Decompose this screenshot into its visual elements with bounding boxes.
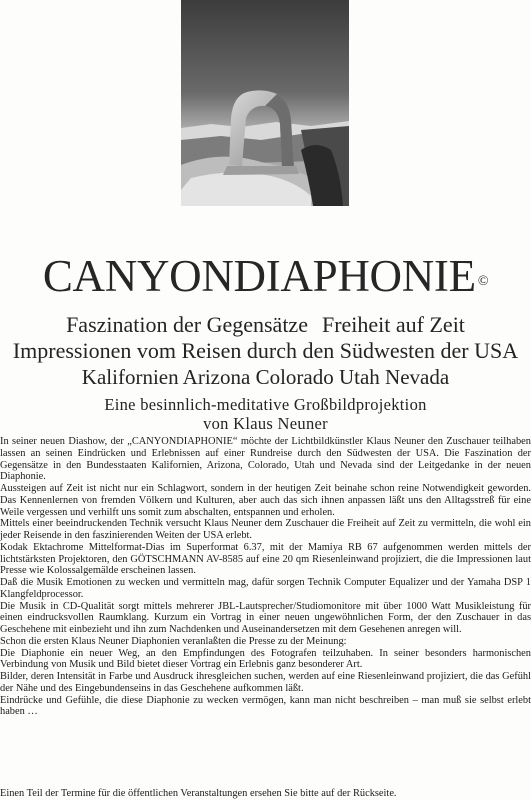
body-text: [0, 436, 531, 718]
paragraph-presse: Schon die ersten Klaus Neuner Diaphonien veranlaßten die Presse zu der Meinung:: [0, 635, 347, 647]
paragraph-cd-qualitaet: Die Musik in CD-Qualität sorgt mittels mehrerer JBL-Lautsprecher/Studiomonitore mit über 1000 Watt Musikleistung für einen eindrucksvollen Raumklang. Kurzum ein Vortrag in einer neuen ungewöhnlichen Form, der den Zuschauer in das Geschehene mit einbezieht und ihn zum Nachdenken und Auseinandersetzen mit dem Gesehenen anregen will.: [0, 600, 531, 635]
subtitle-freiheit: Freiheit auf Zeit: [321, 312, 465, 337]
subtitle-line-3: Kalifornien Arizona Colorado Utah Nevada: [81, 365, 450, 389]
paragraph-quote-2: Bilder, deren Intensität in Farbe und Ausdruck ihresgleichen suchen, werden auf eine Riesenleinwand projiziert, die das Gefühl der Nähe und des Eingebundenseins in das Geschehene aufkommen läßt.: [0, 671, 531, 694]
paragraph-aussteigen: Aussteigen auf Zeit ist nicht nur ein Schlagwort, sondern in der heutigen Zeit beinahe schon reine Notwendigkeit geworden. Das Kennenlernen von fremden Völkern und Kulturen, aber auch das sich ihnen anpassen läßt uns den Alltagsstreß für eine Weile vergessen und verhilft uns somit zum abschalten, entspannen und erholen.: [0, 483, 531, 518]
copyright-mark: ©: [477, 274, 489, 289]
subtitle-line-2: Impressionen vom Reisen durch den Südwesten der USA: [12, 338, 519, 363]
paragraph-quote-3: Eindrücke und Gefühle, die diese Diaphonie zu wecken vermögen, kann man nicht beschreiben – man muß sie selbst erlebt haben …: [0, 694, 531, 718]
subtitle-line-5: von Klaus Neuner: [203, 414, 328, 433]
subtitle-faszination: Faszination der Gegensätze: [66, 312, 308, 337]
paragraph-kodak: Kodak Ektachrome Mittelformat-Dias im Superformat 6.37, mit der Mamiya RB 67 aufgenommen werden mittels der lichtstärksten Projektoren, den GÖTSCHMANN AV-8585 auf eine 20 qm Riesenleinwand projiziert, die die Impressionen laut Presse wie Kolossalgemälde erscheinen lassen.: [0, 541, 531, 577]
delicate-arch-photo: [181, 0, 349, 206]
paragraph-quote-1: Die Diaphonie ein neuer Weg, an den Empfindungen des Fotografen teilzuhaben. In seiner besonders harmonischen Verbindung von Musik und Bild bietet dieser Vortrag ein Erlebnis ganz besonderer Art.: [0, 647, 531, 671]
paragraph-technik: Mittels einer beeindruckenden Technik versucht Klaus Neuner dem Zuschauer die Freiheit auf Zeit zu vermitteln, die wohl ein jeder Reisende in den faszinierenden Weiten der USA erlebt.: [0, 518, 531, 541]
main-title: [0, 250, 531, 302]
subtitle-line-1: [0, 312, 531, 338]
subtitle-line-4: Eine besinnlich-meditative Großbildprojektion: [104, 395, 427, 414]
paragraph-musik-emotionen: Daß die Musik Emotionen zu wecken und vermitteln mag, dafür sorgen Technik Computer Equalizer und der Yamaha DSP 1 Klangfeldprocessor.: [0, 577, 531, 600]
footer-note: Einen Teil der Termine für die öffentlichen Veranstaltungen ersehen Sie bitte auf der Rückseite.: [0, 788, 397, 799]
paragraph-intro: In seiner neuen Diashow, der „CANYONDIAPHONIE“ möchte der Lichtbildkünstler Klaus Neuner den Zuschauer teilhaben lassen an seinen Eindrücken und Erlebnissen auf einer Rundreise durch den Südwesten der USA. Die Faszination der Gegensätze in den Bundesstaaten Kalifornien, Arizona, Colorado, Utah und Nevada sind der Leitgedanke in der neuen Diaphonie.: [0, 436, 531, 483]
title-text: CANYONDIAPHONIE: [42, 251, 476, 301]
